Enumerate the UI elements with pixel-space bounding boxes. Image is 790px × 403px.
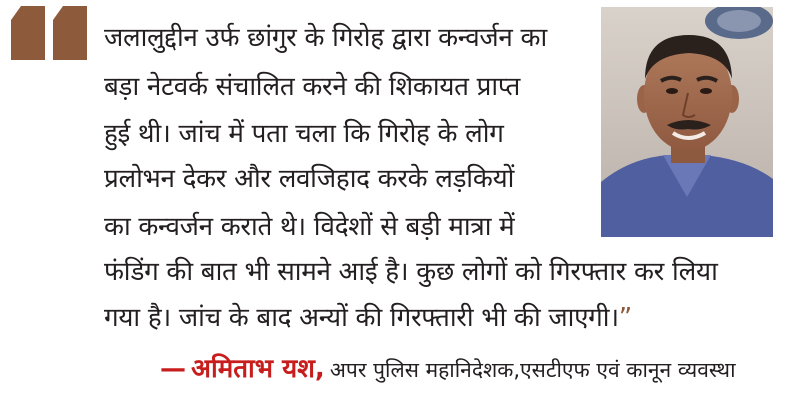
attribution-dash: — (160, 354, 186, 384)
closing-quote-mark: ” (618, 303, 632, 333)
speaker-name: अमिताभ यश, (191, 354, 325, 384)
quote-line: हुई थी। जांच में पता चला कि गिरोह के लोग (104, 119, 504, 149)
quote-line-text: गया है। जांच के बाद अन्यों की गिरफ्तारी भी की जाएगी। (104, 303, 619, 333)
quote-line: का कन्वर्जन कराते थे। विदेशों से बड़ी मात्रा में (104, 212, 515, 242)
quote-line-last (104, 302, 632, 334)
quote-line: बड़ा नेटवर्क संचालित करने की शिकायत प्राप्त (104, 72, 521, 102)
opening-quote-mark-icon (11, 6, 45, 60)
quote-line: फंडिंग की बात भी सामने आई है। कुछ लोगों को गिरफ्तार कर लिया (104, 257, 718, 287)
speaker-designation: अपर पुलिस महानिदेशक,एसटीएफ एवं कानून व्यवस्था (329, 358, 736, 382)
attribution (160, 352, 736, 389)
speaker-portrait (601, 7, 773, 237)
quote-line: जलालुद्दीन उर्फ छांगुर के गिरोह द्वारा कन्वर्जन का (104, 23, 547, 53)
opening-quote-mark-icon (53, 6, 87, 60)
quote-line: प्रलोभन देकर और लवजिहाद करके लड़कियों (104, 164, 515, 194)
speaker-portrait-image (601, 7, 773, 237)
